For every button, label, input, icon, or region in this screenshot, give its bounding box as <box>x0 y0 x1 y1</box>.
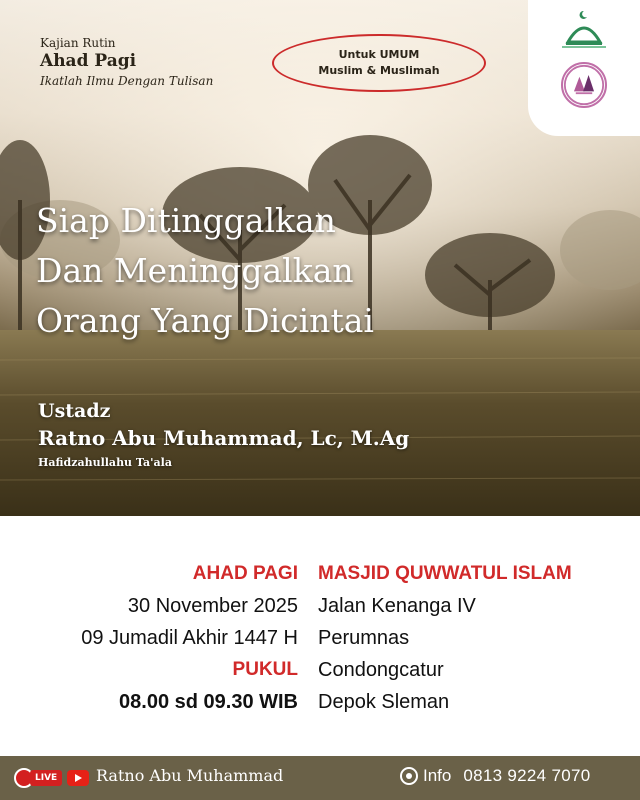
speaker-role: Ustadz <box>38 400 111 422</box>
time-label: PUKUL <box>232 659 298 680</box>
venue-address-line1: Jalan Kenanga IV <box>318 595 476 617</box>
schedule-column <box>0 558 298 718</box>
date-hijri: 09 Jumadil Akhir 1447 H <box>81 627 298 649</box>
mosque-logo-icon <box>554 8 614 52</box>
audience-line1: Untuk UMUM <box>338 48 420 61</box>
community-logo-icon <box>561 62 607 108</box>
series-name: Ahad Pagi <box>40 51 137 71</box>
title-line2: Dan Meninggalkan <box>36 251 354 290</box>
venue-address-line3: Condongcatur <box>318 659 444 681</box>
speaker-block <box>38 400 409 469</box>
day-label: AHAD PAGI <box>192 563 298 584</box>
channel-name[interactable]: Ratno Abu Muhammad <box>96 766 284 785</box>
venue-address-line4: Depok Sleman <box>318 691 450 713</box>
event-title <box>36 196 576 346</box>
venue-address-line2: Perumnas <box>318 627 410 649</box>
phone-number[interactable]: 0813 9224 7070 <box>463 766 591 785</box>
title-line3: Orang Yang Dicintai <box>36 301 374 340</box>
speaker-name: Ratno Abu Muhammad, Lc, M.Ag <box>38 426 410 450</box>
venue-column <box>318 558 638 718</box>
footer-bar <box>0 756 640 800</box>
series-label: Kajian Rutin <box>40 36 116 50</box>
audience-line2: Muslim & Muslimah <box>318 64 440 77</box>
time-range: 08.00 sd 09.30 WIB <box>119 691 298 713</box>
info-label: Info <box>423 766 452 785</box>
series-tagline: Ikatlah Ilmu Dengan Tulisan <box>40 74 214 88</box>
date-gregorian: 30 November 2025 <box>127 595 298 617</box>
logo-panel <box>528 0 640 136</box>
series-title <box>40 36 213 88</box>
venue-name: MASJID QUWWATUL ISLAM <box>318 563 572 584</box>
audience-badge <box>272 34 486 92</box>
speaker-honorific: Hafidzahullahu Ta'ala <box>38 456 172 469</box>
youtube-icon[interactable] <box>67 770 89 786</box>
whatsapp-icon <box>400 767 418 785</box>
contact-info[interactable] <box>400 766 590 786</box>
title-line1: Siap Ditinggalkan <box>36 201 336 240</box>
live-badge <box>14 768 89 788</box>
live-label: LIVE <box>30 770 62 786</box>
